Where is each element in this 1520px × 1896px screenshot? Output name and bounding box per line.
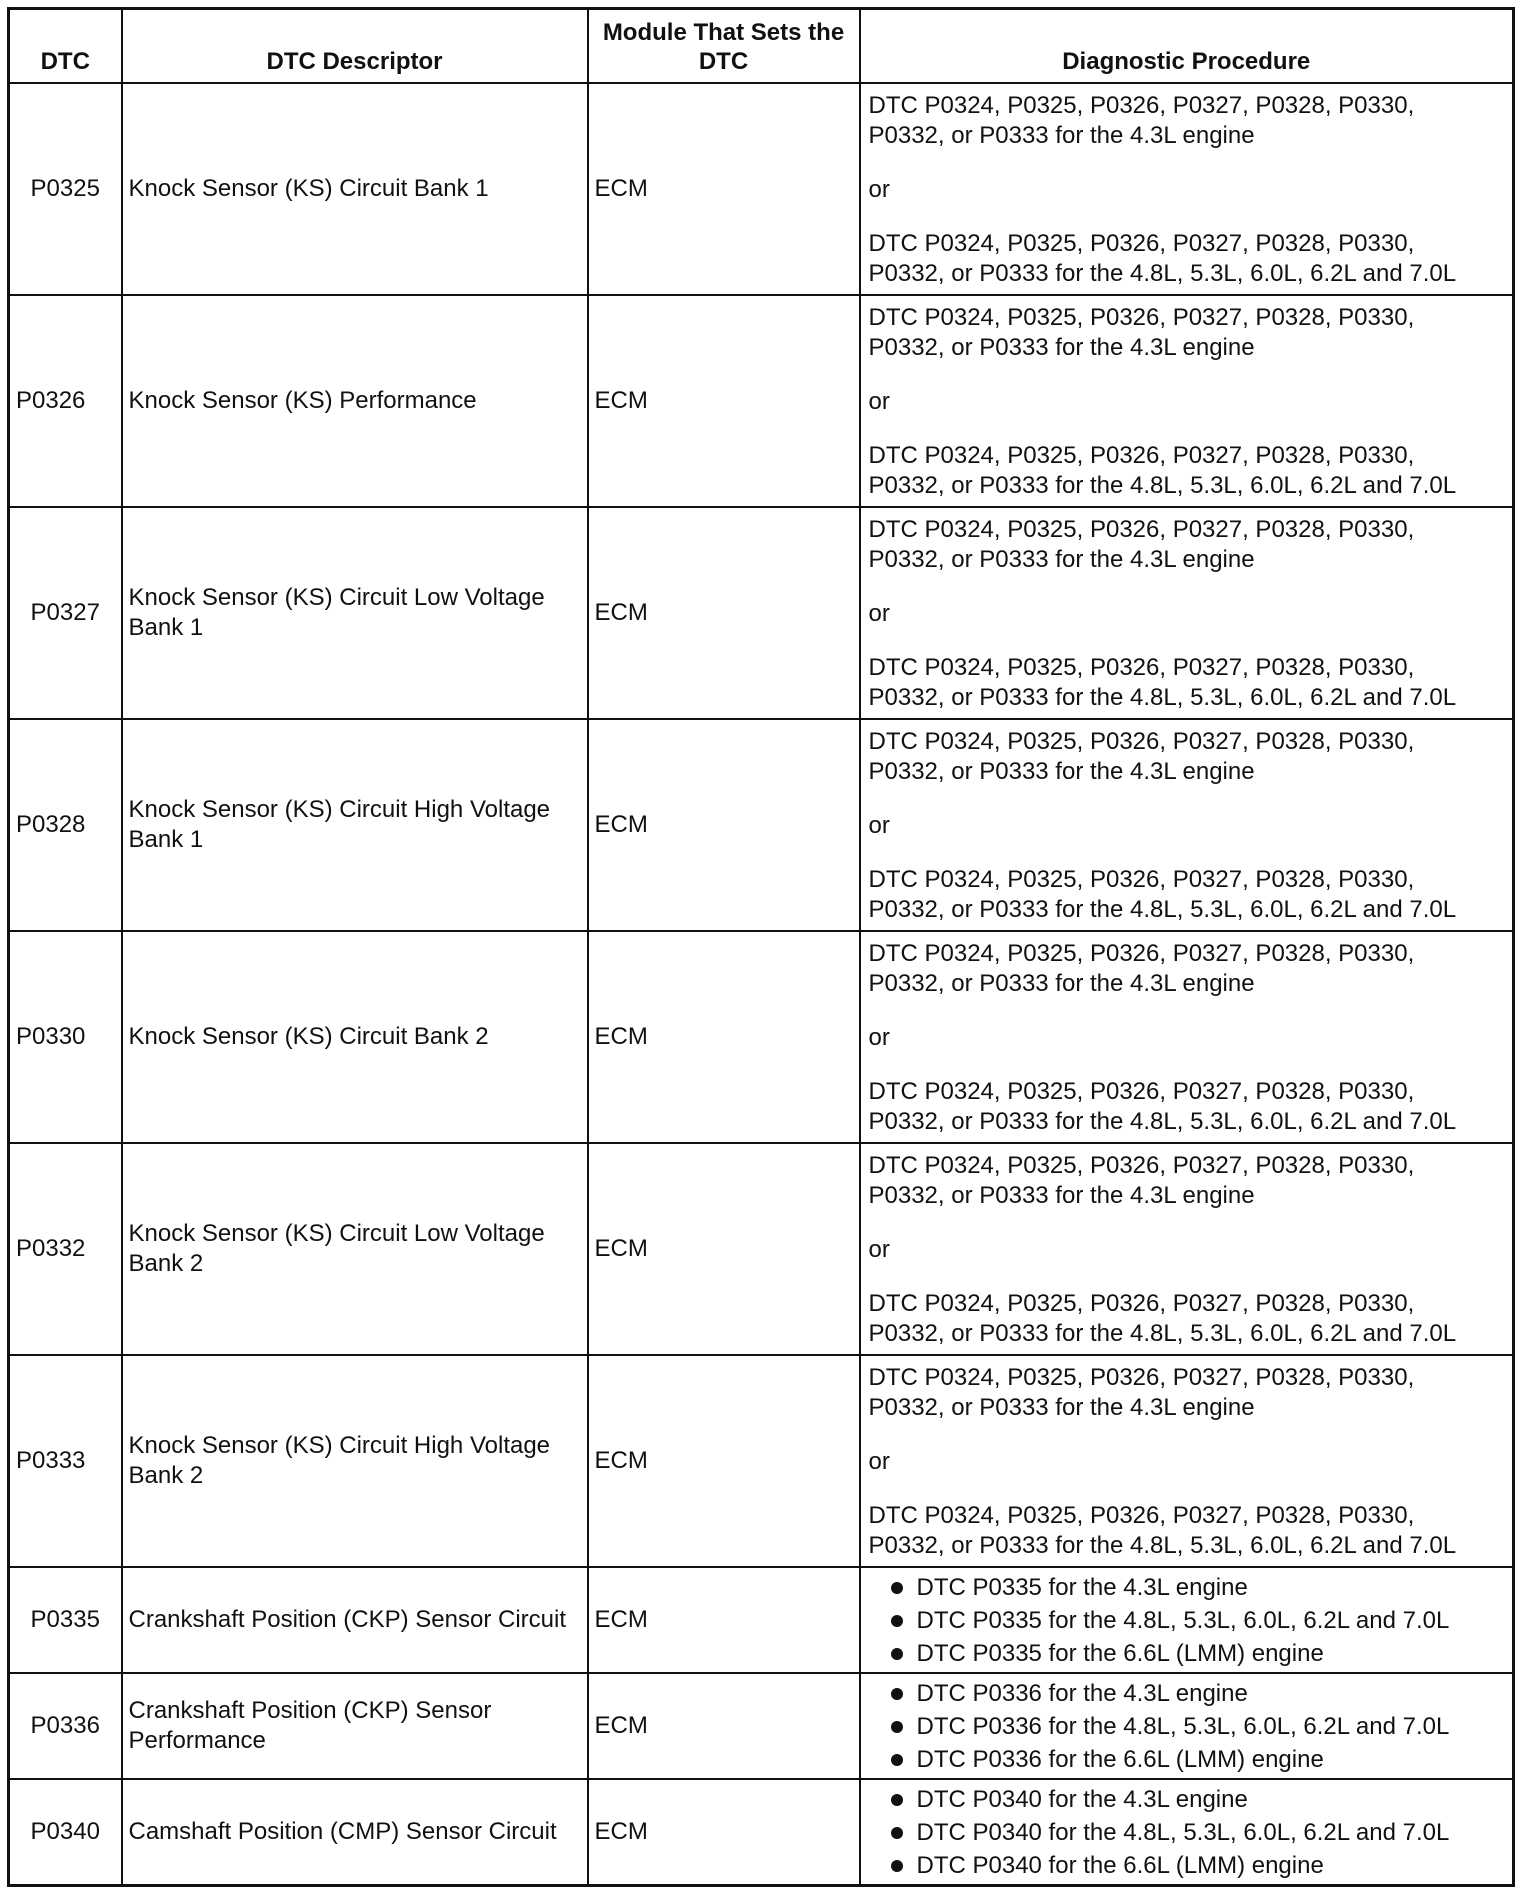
procedure-link[interactable]: DTC P0324, P0325, P0326, P0327, P0328, P0330, — [868, 304, 1415, 331]
procedure-list — [867, 1781, 1507, 1884]
procedure-link[interactable]: DTC P0340 for the 4.3L engine — [916, 1785, 1248, 1813]
dtc-code: P0328 — [9, 719, 122, 931]
procedure-link[interactable]: DTC P0324, P0325, P0326, P0327, P0328, P0330, — [868, 1502, 1415, 1529]
procedure-link[interactable]: P0332, or P0333 for the 4.8L, 5.3L, 6.0L, 6.2L and 7.0L — [868, 896, 1457, 923]
procedure-link[interactable]: DTC P0324, P0325, P0326, P0327, P0328, P0330, — [868, 654, 1415, 681]
table-row — [9, 931, 1514, 1143]
dtc-module: ECM — [588, 507, 860, 719]
dtc-code: P0333 — [9, 1355, 122, 1567]
diagnostic-procedure — [860, 1567, 1514, 1673]
list-item[interactable] — [885, 1783, 1507, 1816]
dtc-module: ECM — [588, 1355, 860, 1567]
dtc-module: ECM — [588, 931, 860, 1143]
procedure-link[interactable]: DTC P0324, P0325, P0326, P0327, P0328, P0330, — [868, 1152, 1415, 1179]
dtc-code: P0336 — [9, 1673, 122, 1779]
diagnostic-procedure — [860, 1355, 1514, 1567]
dtc-table — [7, 7, 1515, 1887]
table-row — [9, 295, 1514, 507]
procedure-link[interactable]: P0332, or P0333 for the 4.8L, 5.3L, 6.0L, 6.2L and 7.0L — [868, 1532, 1457, 1559]
procedure-link[interactable]: P0332, or P0333 for the 4.8L, 5.3L, 6.0L, 6.2L and 7.0L — [868, 472, 1457, 499]
dtc-descriptor: Knock Sensor (KS) Performance — [122, 295, 588, 507]
list-item[interactable] — [885, 1604, 1507, 1637]
dtc-module: ECM — [588, 1143, 860, 1355]
procedure-link[interactable]: P0332, or P0333 for the 4.3L engine — [868, 122, 1255, 149]
procedure-link[interactable]: P0332, or P0333 for the 4.3L engine — [868, 546, 1255, 573]
table-row — [9, 1355, 1514, 1567]
procedure-link[interactable]: P0332, or P0333 for the 4.3L engine — [868, 970, 1255, 997]
bullet-icon — [891, 1615, 903, 1627]
dtc-module: ECM — [588, 295, 860, 507]
diagnostic-procedure — [860, 1779, 1514, 1886]
procedure-link[interactable]: P0332, or P0333 for the 4.8L, 5.3L, 6.0L, 6.2L and 7.0L — [868, 684, 1457, 711]
procedure-link[interactable]: DTC P0324, P0325, P0326, P0327, P0328, P0330, — [868, 92, 1415, 119]
procedure-or: or — [868, 812, 890, 839]
procedure-link[interactable]: P0332, or P0333 for the 4.8L, 5.3L, 6.0L, 6.2L and 7.0L — [868, 260, 1457, 287]
bullet-icon — [891, 1688, 903, 1700]
procedure-link[interactable]: DTC P0335 for the 4.3L engine — [916, 1573, 1248, 1601]
dtc-module: ECM — [588, 1779, 860, 1886]
dtc-code: P0332 — [9, 1143, 122, 1355]
procedure-link[interactable]: DTC P0324, P0325, P0326, P0327, P0328, P0330, — [868, 866, 1415, 893]
diagnostic-procedure — [860, 295, 1514, 507]
diagnostic-procedure — [860, 83, 1514, 295]
procedure-or: or — [868, 1448, 890, 1475]
header-descriptor: DTC Descriptor — [122, 9, 588, 84]
dtc-descriptor: Crankshaft Position (CKP) Sensor Performance — [122, 1673, 588, 1779]
list-item[interactable] — [885, 1743, 1507, 1776]
bullet-icon — [891, 1860, 903, 1872]
dtc-descriptor: Crankshaft Position (CKP) Sensor Circuit — [122, 1567, 588, 1673]
procedure-or: or — [868, 176, 890, 203]
dtc-descriptor: Camshaft Position (CMP) Sensor Circuit — [122, 1779, 588, 1886]
dtc-descriptor: Knock Sensor (KS) Circuit High Voltage Bank 2 — [122, 1355, 588, 1567]
procedure-or: or — [868, 1024, 890, 1051]
procedure-link[interactable]: DTC P0340 for the 6.6L (LMM) engine — [916, 1851, 1324, 1879]
table-row — [9, 719, 1514, 931]
table-row — [9, 507, 1514, 719]
table-row — [9, 1143, 1514, 1355]
header-module: Module That Sets the DTC — [588, 9, 860, 84]
bullet-icon — [891, 1582, 903, 1594]
dtc-descriptor: Knock Sensor (KS) Circuit Bank 2 — [122, 931, 588, 1143]
dtc-code: P0326 — [9, 295, 122, 507]
table-row — [9, 1673, 1514, 1779]
bullet-icon — [891, 1827, 903, 1839]
header-dtc: DTC — [9, 9, 122, 84]
procedure-or: or — [868, 600, 890, 627]
diagnostic-procedure — [860, 1673, 1514, 1779]
procedure-or: or — [868, 1236, 890, 1263]
procedure-link[interactable]: DTC P0335 for the 4.8L, 5.3L, 6.0L, 6.2L and 7.0L — [916, 1606, 1450, 1634]
procedure-link[interactable]: DTC P0324, P0325, P0326, P0327, P0328, P0330, — [868, 1290, 1415, 1317]
diagnostic-procedure — [860, 931, 1514, 1143]
dtc-code: P0340 — [9, 1779, 122, 1886]
table-row — [9, 1779, 1514, 1886]
diagnostic-procedure — [860, 507, 1514, 719]
dtc-module: ECM — [588, 1673, 860, 1779]
procedure-link[interactable]: DTC P0335 for the 6.6L (LMM) engine — [916, 1639, 1324, 1667]
procedure-list — [867, 1675, 1507, 1778]
procedure-link[interactable]: DTC P0324, P0325, P0326, P0327, P0328, P0330, — [868, 940, 1415, 967]
procedure-link[interactable]: P0332, or P0333 for the 4.3L engine — [868, 758, 1255, 785]
procedure-link[interactable]: P0332, or P0333 for the 4.3L engine — [868, 1394, 1255, 1421]
table-row — [9, 1567, 1514, 1673]
dtc-descriptor: Knock Sensor (KS) Circuit High Voltage Bank 1 — [122, 719, 588, 931]
list-item[interactable] — [885, 1710, 1507, 1743]
procedure-link[interactable]: DTC P0324, P0325, P0326, P0327, P0328, P0330, — [868, 516, 1415, 543]
procedure-link[interactable]: DTC P0324, P0325, P0326, P0327, P0328, P0330, — [868, 1078, 1415, 1105]
procedure-link[interactable]: DTC P0324, P0325, P0326, P0327, P0328, P0330, — [868, 728, 1415, 755]
dtc-code: P0330 — [9, 931, 122, 1143]
procedure-link[interactable]: DTC P0324, P0325, P0326, P0327, P0328, P0330, — [868, 442, 1415, 469]
dtc-descriptor: Knock Sensor (KS) Circuit Bank 1 — [122, 83, 588, 295]
table-header-row — [9, 9, 1514, 84]
bullet-icon — [891, 1754, 903, 1766]
header-procedure: Diagnostic Procedure — [860, 9, 1514, 84]
procedure-link[interactable]: P0332, or P0333 for the 4.3L engine — [868, 334, 1255, 361]
procedure-link[interactable]: DTC P0336 for the 4.8L, 5.3L, 6.0L, 6.2L and 7.0L — [916, 1712, 1450, 1740]
procedure-link[interactable]: DTC P0324, P0325, P0326, P0327, P0328, P0330, — [868, 1364, 1415, 1391]
list-item[interactable] — [885, 1637, 1507, 1670]
dtc-descriptor: Knock Sensor (KS) Circuit Low Voltage Bank 1 — [122, 507, 588, 719]
procedure-link[interactable]: DTC P0336 for the 6.6L (LMM) engine — [916, 1745, 1324, 1773]
list-item[interactable] — [885, 1571, 1507, 1604]
procedure-link[interactable]: DTC P0324, P0325, P0326, P0327, P0328, P0330, — [868, 230, 1415, 257]
procedure-link[interactable]: P0332, or P0333 for the 4.8L, 5.3L, 6.0L, 6.2L and 7.0L — [868, 1320, 1457, 1347]
dtc-module: ECM — [588, 1567, 860, 1673]
dtc-code: P0327 — [9, 507, 122, 719]
dtc-descriptor: Knock Sensor (KS) Circuit Low Voltage Bank 2 — [122, 1143, 588, 1355]
diagnostic-procedure — [860, 1143, 1514, 1355]
procedure-link[interactable]: DTC P0340 for the 4.8L, 5.3L, 6.0L, 6.2L and 7.0L — [916, 1818, 1450, 1846]
bullet-icon — [891, 1794, 903, 1806]
table-row — [9, 83, 1514, 295]
procedure-link[interactable]: P0332, or P0333 for the 4.3L engine — [868, 1182, 1255, 1209]
bullet-icon — [891, 1721, 903, 1733]
list-item[interactable] — [885, 1677, 1507, 1710]
dtc-code: P0335 — [9, 1567, 122, 1673]
dtc-module: ECM — [588, 83, 860, 295]
dtc-code: P0325 — [9, 83, 122, 295]
bullet-icon — [891, 1648, 903, 1660]
procedure-link[interactable]: DTC P0336 for the 4.3L engine — [916, 1679, 1248, 1707]
procedure-list — [867, 1569, 1507, 1672]
procedure-link[interactable]: P0332, or P0333 for the 4.8L, 5.3L, 6.0L, 6.2L and 7.0L — [868, 1108, 1457, 1135]
diagnostic-procedure — [860, 719, 1514, 931]
procedure-or: or — [868, 388, 890, 415]
list-item[interactable] — [885, 1849, 1507, 1882]
dtc-module: ECM — [588, 719, 860, 931]
list-item[interactable] — [885, 1816, 1507, 1849]
